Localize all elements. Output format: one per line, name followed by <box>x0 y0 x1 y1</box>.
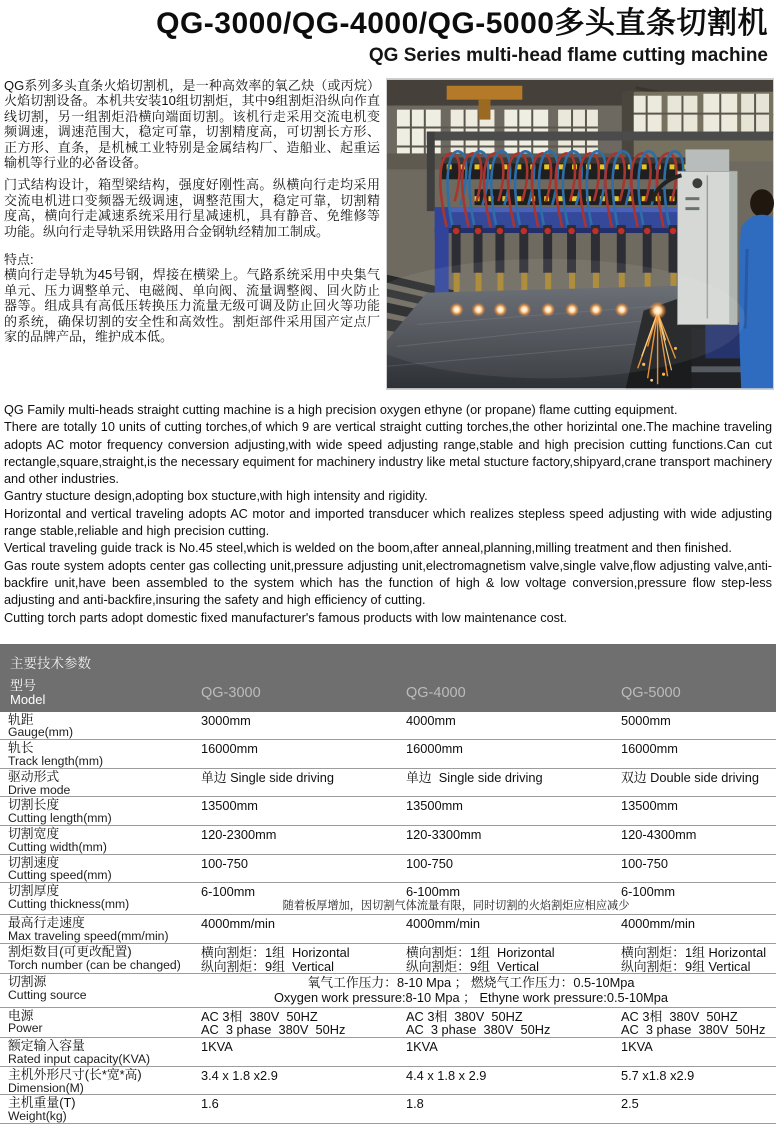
table-row <box>0 1095 776 1124</box>
spec-value <box>401 1096 616 1123</box>
spec-value <box>616 1039 776 1066</box>
spec-row-label <box>0 884 196 914</box>
paragraph-en-3: Gantry stucture design,adopting box stucture,with high intensity and rigidity. <box>4 489 428 504</box>
spec-row-label <box>0 713 196 740</box>
flame-cutting-machine-photo <box>387 79 773 389</box>
spec-row-label <box>0 1039 196 1066</box>
spec-label-en: Torch number (can be changed) <box>8 957 181 972</box>
model-header-row <box>0 679 776 707</box>
spec-value-line: 100-750 <box>406 855 453 871</box>
spec-row-label <box>0 770 196 797</box>
table-row <box>0 712 776 741</box>
spec-value <box>616 798 776 825</box>
spec-row-label <box>0 945 196 974</box>
table-row <box>0 769 776 798</box>
spec-label-en: Cutting length(mm) <box>8 811 112 826</box>
spec-label-en: Power <box>8 1021 43 1036</box>
page-subtitle: QG Series multi-head flame cutting machine <box>368 45 768 66</box>
spec-label-en: Track length(mm) <box>8 753 104 768</box>
spec-value-line: 1KVA <box>201 1039 233 1055</box>
spec-value-line: 3.4 x 1.8 x2.9 <box>201 1067 278 1083</box>
spec-value-line: 1.6 <box>201 1096 219 1112</box>
features-label: 特点: <box>4 252 34 268</box>
spec-value-line: 4000mm/min <box>201 916 275 932</box>
paragraph-en-4: Horizontal and vertical traveling adopts AC motor and imported transducer which realizes stepless speed adjusting with wide adjusting range stable,reliable and high precision cutting. <box>4 506 772 539</box>
table-row <box>0 826 776 855</box>
spec-row-label <box>0 1096 196 1123</box>
spec-value <box>616 1096 776 1123</box>
spec-value <box>616 945 776 974</box>
spec-value <box>196 1009 401 1038</box>
spec-value <box>196 1039 401 1066</box>
spec-value-line: 6-100mm <box>201 884 256 900</box>
spec-value <box>401 827 616 854</box>
spec-value-line: 6-100mm <box>406 884 461 900</box>
spec-value-line: AC 3 phase 380V 50Hz <box>621 1022 766 1038</box>
spec-label-en: Cutting source <box>8 988 87 1003</box>
spec-value <box>616 856 776 883</box>
spec-value-line: 120-4300mm <box>621 826 697 842</box>
spec-label-en: Weight(kg) <box>8 1109 67 1124</box>
intro-section <box>0 78 776 390</box>
spec-value <box>616 827 776 854</box>
table-row <box>0 1067 776 1096</box>
spec-value-line: 16000mm <box>621 741 678 757</box>
spec-label-cn: 轨长 <box>8 740 34 756</box>
spec-value-line: 纵向割炬：9组 Vertical <box>406 958 539 974</box>
spec-note: 随着板厚增加，因切割气体流量有限，同时切割的火焰割炬应相应减少 <box>282 899 630 912</box>
spec-value <box>616 1009 776 1038</box>
spec-value <box>616 713 776 740</box>
spec-label-en: Max traveling speed(mm/min) <box>8 928 169 943</box>
spec-label-cn: 切割长度 <box>8 797 60 813</box>
spec-value <box>196 713 401 740</box>
paragraph-en-2: There are totally 10 units of cutting torches,of which 9 are vertical straight cutting torches,the other horizintal one.The machine traveling adopts AC motor frequency conversion adjusting,with wide speed adjusting range,stable and high precision cutting functions.Can cut rectangle,square,straight,is the necessary equiment for machinery industry like metal stucture factory,shipyard,crane transport machinery and other industries. <box>4 420 772 487</box>
spec-value-line: AC 3 phase 380V 50Hz <box>201 1022 346 1038</box>
spec-label-en: Dimension(M) <box>8 1080 84 1095</box>
spec-value-line: AC 3相 380V 50HZ <box>201 1008 318 1024</box>
paragraph-en-7: Cutting torch parts adopt domestic fixed manufacturer's famous products with low maintenance cost. <box>4 610 568 625</box>
paragraph-cn-2: 门式结构设计，箱型梁结构，强度好刚性高。纵横向行走均采用交流电机进口变频器无级调速，调整范围大，稳定可靠，切割精度高，横向行走减速系统采用行星减速机，具有静音、免维修等功能。纵向行走导轨采用铁路用合金钢轨经精加工制成。 <box>4 177 380 239</box>
spec-value <box>401 1068 616 1095</box>
spec-row-label <box>0 741 196 768</box>
spec-value <box>196 884 401 899</box>
spec-value-line: 1.8 <box>406 1096 424 1112</box>
spec-value <box>401 741 616 768</box>
table-row <box>0 883 776 915</box>
spec-value-line: 3000mm <box>201 712 251 728</box>
spec-value <box>616 741 776 768</box>
spec-value-line: 纵向割炬：9组 Vertical <box>201 958 334 974</box>
spec-label-en: Cutting thickness(mm) <box>8 896 130 911</box>
spec-value-line: 100-750 <box>201 855 248 871</box>
spec-label-en: Rated input capacity(KVA) <box>8 1051 151 1066</box>
spec-value <box>401 856 616 883</box>
paragraph-cn-features: 横向行走导轨为45号钢，焊接在横梁上。气路系统采用中央集气单元、压力调整单元、电磁阀、单向阀、流量调整阀、回火防止器等。组成具有高低压转换压力流量无级可调及防止回火等功能的系统，确保切割的安全性和高效性。割炬部件采用国产定点厂家的品牌产品，维护成本低。 <box>4 267 380 345</box>
spec-value <box>401 916 616 943</box>
spec-value-line: 2.5 <box>621 1096 639 1112</box>
spec-value <box>196 856 401 883</box>
spec-span-line: Oxygen work pressure:8-10 Mpa ； Ethyne work pressure:0.5-10Mpa <box>273 989 669 1005</box>
table-row <box>0 1008 776 1039</box>
paragraph-en-1: QG Family multi-heads straight cutting machine is a high precision oxygen ethyne (or propane) flame cutting equipment. <box>4 403 678 417</box>
paragraph-en-6: Gas route system adopts center gas collecting unit,pressure adjusting unit,electromagnetism valve,single valve,flow adjusting valve,anti-backfire unit,have been assembled to the system which has the function of high & low voltage conversion,pressure flow step-less adjusting and anti-backfire,insuring the safety and high efficiency of cutting. <box>4 558 772 608</box>
spec-table-body <box>0 712 776 1124</box>
spec-value-line: 纵向割炬：9组 Vertical <box>621 958 751 974</box>
column-header-qg5000: QG-5000 <box>621 684 681 701</box>
spec-value-line: 13500mm <box>406 798 463 814</box>
spec-value <box>196 1068 401 1095</box>
spec-value <box>196 741 401 768</box>
spec-value <box>196 798 401 825</box>
spec-value-line: 横向割炬：1组 Horizontal <box>621 944 767 960</box>
spec-value-line: AC 3相 380V 50HZ <box>406 1008 523 1024</box>
table-row <box>0 797 776 826</box>
spec-value <box>196 916 401 943</box>
table-row <box>0 944 776 975</box>
spec-label-en: Gauge(mm) <box>8 725 74 740</box>
intro-chinese <box>4 78 380 390</box>
spec-label-cn: 最高行走速度 <box>8 915 85 931</box>
spec-value-line: AC 3相 380V 50HZ <box>621 1008 738 1024</box>
table-row <box>0 855 776 884</box>
spec-value <box>616 1068 776 1095</box>
spec-label-en: Cutting width(mm) <box>8 839 107 854</box>
spec-value-line: 4000mm/min <box>621 916 695 932</box>
spec-value-line: 横向割炬：1组 Horizontal <box>201 944 350 960</box>
spec-value-line: AC 3 phase 380V 50Hz <box>406 1022 551 1038</box>
spec-label-cn: 主机外形尺寸(长*宽*高) <box>8 1066 142 1082</box>
spec-value-span <box>196 975 776 1006</box>
paragraph-en-5: Vertical traveling guide track is No.45 steel,which is welded on the boom,after anneal,planning,milling treatment and then finished. <box>4 541 732 556</box>
spec-value-line: 13500mm <box>621 798 678 814</box>
spec-value <box>401 945 616 974</box>
intro-english <box>0 402 776 627</box>
spec-row-label <box>0 1068 196 1095</box>
spec-value <box>196 945 401 974</box>
spec-row-label <box>0 856 196 883</box>
spec-value <box>616 884 776 899</box>
spec-row-label <box>0 798 196 825</box>
spec-row-label <box>0 975 196 1006</box>
spec-row-label <box>0 916 196 943</box>
spec-label-cn: 切割宽度 <box>8 825 60 841</box>
spec-span-line: 氧气工作压力：8-10 Mpa ； 燃烧气工作压力：0.5-10Mpa <box>307 975 635 991</box>
spec-value-line: 1KVA <box>621 1039 653 1055</box>
spec-value <box>196 770 401 797</box>
spec-value-line: 4.4 x 1.8 x 2.9 <box>406 1067 487 1083</box>
catalog-page <box>0 6 776 1124</box>
table-row <box>0 974 776 1007</box>
spec-value <box>401 798 616 825</box>
spec-value <box>616 916 776 943</box>
table-row <box>0 740 776 769</box>
column-header-qg3000: QG-3000 <box>201 684 261 701</box>
spec-value <box>401 884 616 899</box>
spec-row-label <box>0 1009 196 1038</box>
spec-value-line: 4000mm/min <box>406 916 480 932</box>
paragraph-cn-1: QG系列多头直条火焰切割机，是一种高效率的氧乙炔（或丙烷）火焰切割设备。本机共安装10组切割炬，其中9组割炬沿纵向作直线切割，另一组割炬沿横向端面切割。该机行走采用交流电机变频调速，调速范围大，稳定可靠，切割精度高，可切割长方形、正方形、直条，是机械工业特别是金属结构厂、造船业、起重运输机等行业的必备设备。 <box>4 78 380 171</box>
spec-value-line: 120-2300mm <box>201 826 277 842</box>
spec-value-line: 5.7 x1.8 x2.9 <box>621 1067 695 1083</box>
model-label: 型号 Model <box>10 678 46 707</box>
table-row <box>0 1038 776 1067</box>
spec-value-line: 横向割炬：1组 Horizontal <box>406 944 555 960</box>
spec-value <box>196 827 401 854</box>
spec-value-line: 6-100mm <box>621 884 676 900</box>
spec-label-cn: 切割厚度 <box>8 883 60 899</box>
spec-value-line: 5000mm <box>621 712 671 728</box>
spec-label-cn: 切割源 <box>8 974 47 990</box>
spec-value-line: 1KVA <box>406 1039 438 1055</box>
spec-section-title: 主要技术参数 <box>10 656 91 671</box>
spec-value-line: 16000mm <box>406 741 463 757</box>
spec-value <box>401 1009 616 1038</box>
spec-value-line: 13500mm <box>201 798 258 814</box>
spec-label-cn: 额定输入容量 <box>8 1038 85 1054</box>
spec-value <box>401 770 616 797</box>
spec-label-cn: 驱动形式 <box>8 768 60 784</box>
table-row <box>0 915 776 944</box>
spec-value-line: 120-3300mm <box>406 826 482 842</box>
spec-value-line: 单边 Single side driving <box>406 769 543 785</box>
spec-value-line: 4000mm <box>406 712 456 728</box>
spec-value-line: 双边 Double side driving <box>621 769 759 785</box>
spec-label-en: Drive mode <box>8 782 71 797</box>
spec-label-en: Cutting speed(mm) <box>8 868 112 883</box>
spec-table <box>0 644 776 1124</box>
spec-value-line: 100-750 <box>621 855 668 871</box>
spec-value-line: 16000mm <box>201 741 258 757</box>
spec-value <box>401 1039 616 1066</box>
spec-value <box>616 770 776 797</box>
spec-label-cn: 切割速度 <box>8 854 60 870</box>
spec-label-cn: 电源 <box>8 1007 34 1023</box>
product-photo <box>386 78 774 390</box>
spec-row-label <box>0 827 196 854</box>
spec-table-header <box>0 644 776 712</box>
spec-value <box>401 713 616 740</box>
spec-value-line: 单边 Single side driving <box>201 769 335 785</box>
page-title: QG-3000/QG-4000/QG-5000多头直条切割机 <box>156 7 768 40</box>
spec-value <box>196 1096 401 1123</box>
spec-label-cn: 割炬数目(可更改配置) <box>8 943 132 959</box>
spec-label-cn: 主机重量(T) <box>8 1095 76 1111</box>
column-header-qg4000: QG-4000 <box>406 684 466 701</box>
spec-label-cn: 轨距 <box>8 711 34 727</box>
